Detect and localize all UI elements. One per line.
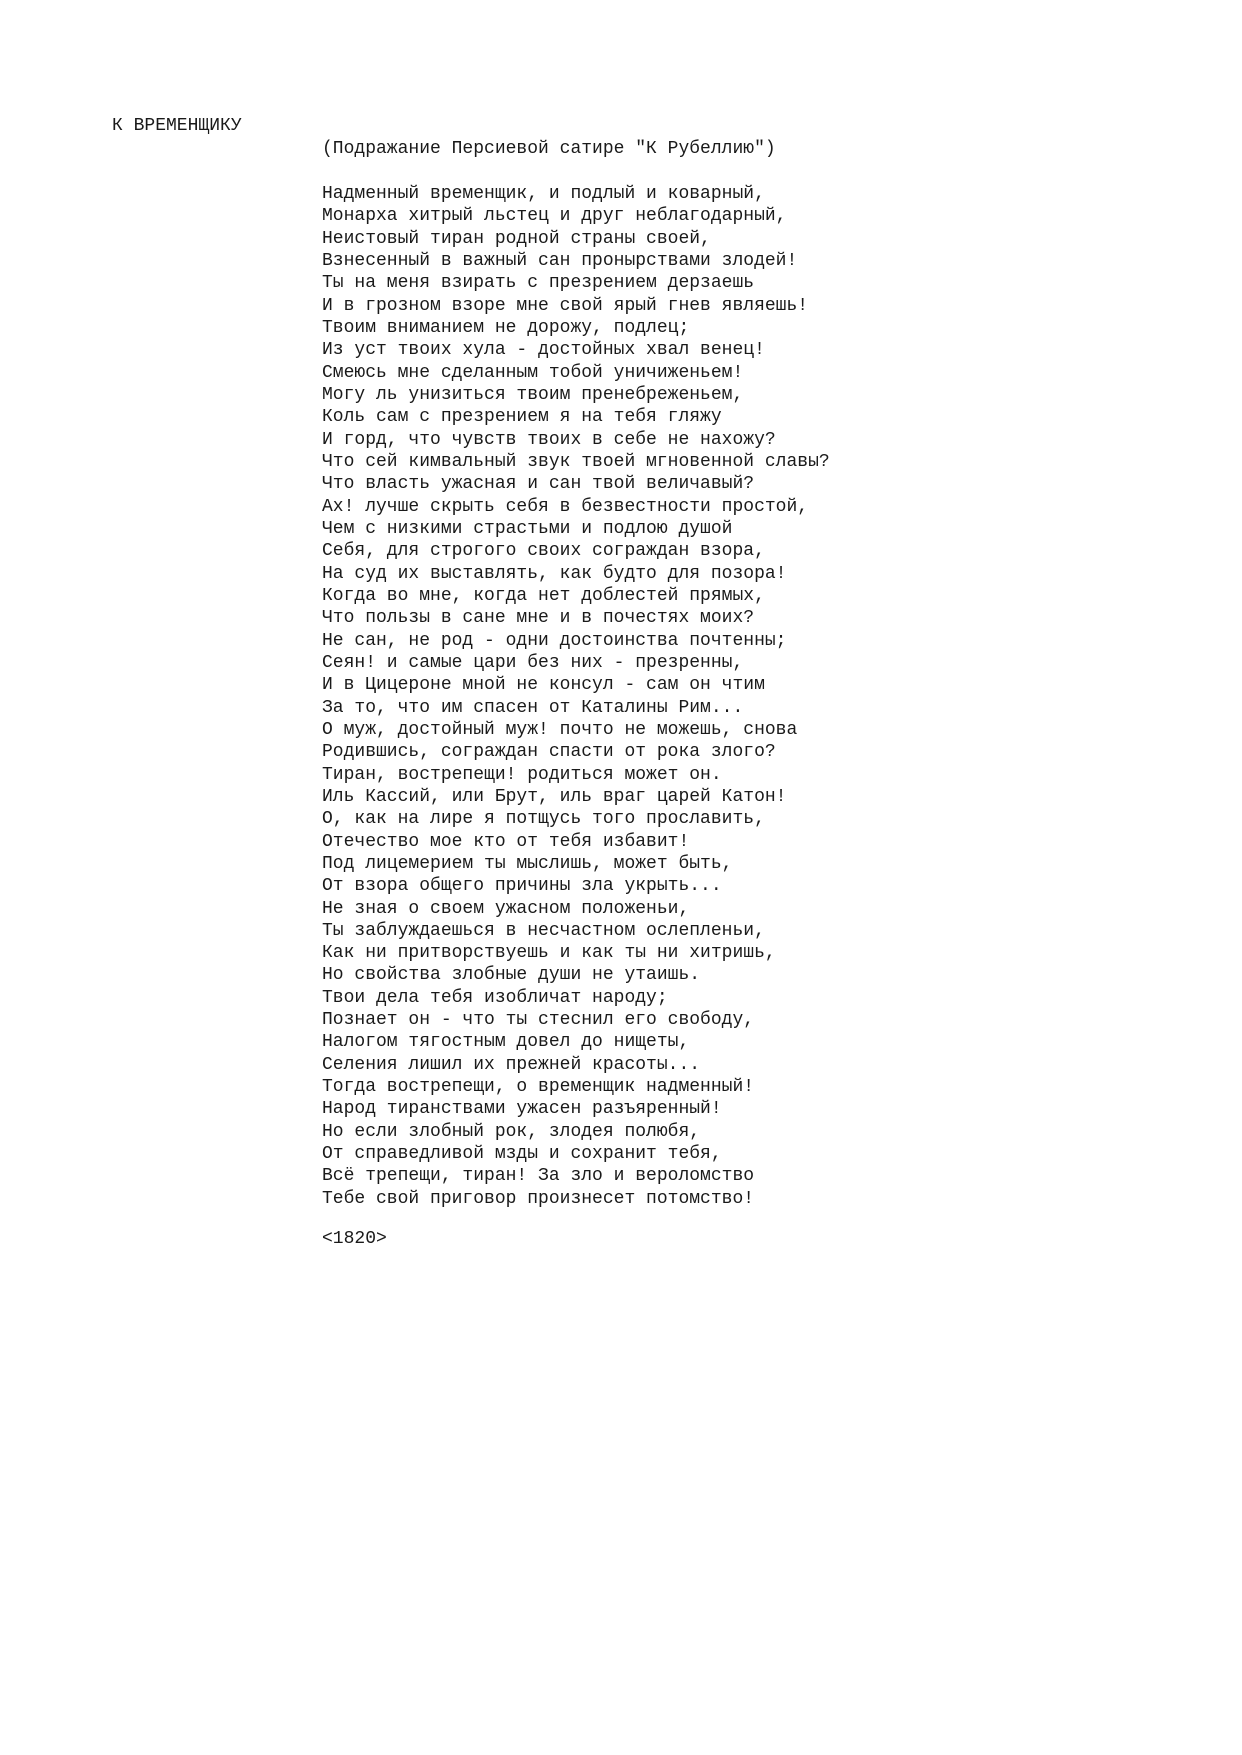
poem-line: Твоим вниманием не дорожу, подлец; bbox=[322, 317, 690, 338]
poem-line: И в грозном взоре мне свой ярый гнев являешь! bbox=[322, 295, 809, 316]
poem-line: О муж, достойный муж! почто не можешь, снова bbox=[322, 719, 798, 740]
poem-line: Под лицемерием ты мыслишь, может быть, bbox=[322, 853, 733, 874]
poem-line: Не сан, не род - одни достоинства почтенны; bbox=[322, 630, 787, 651]
poem-line: На суд их выставлять, как будто для позора! bbox=[322, 563, 787, 584]
poem-line: От взора общего причины зла укрыть... bbox=[322, 876, 722, 897]
poem-line: Твои дела тебя изобличат народу; bbox=[322, 987, 668, 1008]
poem-line: О, как на лире я потщусь того прославить, bbox=[322, 809, 765, 830]
poem-line: Чем с низкими страстьми и подлою душой bbox=[322, 518, 733, 539]
poem-date: <1820> bbox=[322, 1229, 387, 1249]
poem-line: Сеян! и самые цари без них - презренны, bbox=[322, 652, 744, 673]
poem-body bbox=[322, 183, 830, 1210]
poem-line: Из уст твоих хула - достойных хвал венец! bbox=[322, 340, 765, 361]
poem-line: Когда во мне, когда нет доблестей прямых, bbox=[322, 585, 765, 606]
poem-line: Но свойства злобные души не утаишь. bbox=[322, 965, 701, 986]
poem-line: Познает он - что ты стеснил его свободу, bbox=[322, 1010, 755, 1031]
poem-line: Родившись, сограждан спасти от рока злого? bbox=[322, 742, 776, 763]
poem-line: Тебе свой приговор произнесет потомство! bbox=[322, 1188, 755, 1209]
poem-line: Смеюсь мне сделанным тобой уничиженьем! bbox=[322, 362, 744, 383]
poem-line: Могу ль унизиться твоим пренебреженьем, bbox=[322, 384, 744, 405]
poem-line: Народ тиранствами ужасен разъяренный! bbox=[322, 1099, 722, 1120]
poem-line: Всё трепещи, тиран! За зло и вероломство bbox=[322, 1166, 755, 1187]
poem-line: Что власть ужасная и сан твой величавый? bbox=[322, 474, 755, 495]
poem-line: Ах! лучше скрыть себя в безвестности простой, bbox=[322, 496, 809, 517]
poem-line: Монарха хитрый льстец и друг неблагодарный, bbox=[322, 206, 787, 227]
poem-line: Себя, для строгого своих сограждан взора, bbox=[322, 541, 765, 562]
poem-line: Ты на меня взирать с презрением дерзаешь bbox=[322, 273, 755, 294]
poem-line: Селения лишил их прежней красоты... bbox=[322, 1054, 701, 1075]
poem-line: Не зная о своем ужасном положеньи, bbox=[322, 898, 690, 919]
poem-line: Тогда вострепещи, о временщик надменный! bbox=[322, 1077, 755, 1098]
poem-line: За то, что им спасен от Каталины Рим... bbox=[322, 697, 744, 718]
poem-line: И в Цицероне мной не консул - сам он чтим bbox=[322, 675, 765, 696]
poem-line: Как ни притворствуешь и как ты ни хитришь, bbox=[322, 943, 776, 964]
poem-line: Что пользы в сане мне и в почестях моих? bbox=[322, 608, 755, 629]
poem-line: Взнесенный в важный сан пронырствами злодей! bbox=[322, 250, 798, 271]
poem-line: И горд, что чувств твоих в себе не нахожу? bbox=[322, 429, 776, 450]
poem-line: Иль Кассий, или Брут, иль враг царей Катон! bbox=[322, 786, 787, 807]
poem-subtitle: (Подражание Персиевой сатире "К Рубеллию") bbox=[322, 139, 776, 159]
poem-line: Надменный временщик, и подлый и коварный, bbox=[322, 184, 765, 204]
poem-line: Неистовый тиран родной страны своей, bbox=[322, 228, 711, 249]
poem-title: К ВРЕМЕНЩИКУ bbox=[112, 116, 242, 136]
poem-line: Тиран, вострепещи! родиться может он. bbox=[322, 764, 722, 785]
poem-line: Налогом тягостным довел до нищеты, bbox=[322, 1032, 690, 1053]
poem-line: Что сей кимвальный звук твоей мгновенной славы? bbox=[322, 451, 830, 472]
poem-line: Отечество мое кто от тебя избавит! bbox=[322, 831, 690, 852]
poem-line: Но если злобный рок, злодея полюбя, bbox=[322, 1121, 701, 1142]
poem-line: От справедливой мзды и сохранит тебя, bbox=[322, 1144, 722, 1165]
poem-line: Ты заблуждаешься в несчастном ослепленьи, bbox=[322, 920, 765, 941]
poem-line: Коль сам с презрением я на тебя гляжу bbox=[322, 407, 722, 428]
